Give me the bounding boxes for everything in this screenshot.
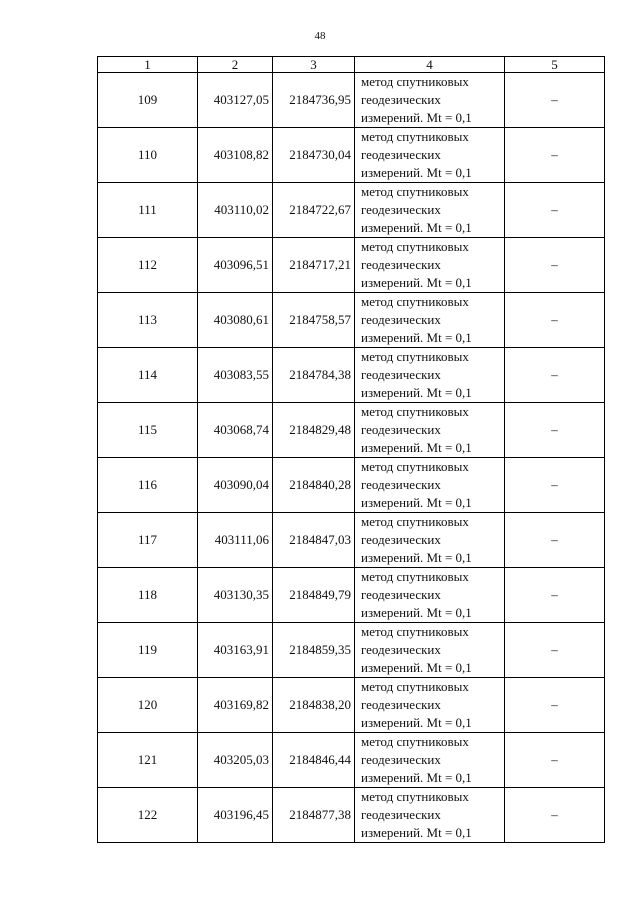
method-line-2: геодезических <box>361 532 441 547</box>
point-number: 116 <box>98 458 198 513</box>
method-line-3: измерений. Mt = 0,1 <box>361 550 472 565</box>
column-5-value: – <box>505 458 605 513</box>
table-row <box>98 183 605 238</box>
coordinates-table <box>97 56 605 843</box>
coordinate-x: 403169,82 <box>198 678 273 733</box>
coordinate-y: 2184717,21 <box>273 238 355 293</box>
coordinate-x: 403196,45 <box>198 788 273 843</box>
column-5-value: – <box>505 348 605 403</box>
table-row <box>98 348 605 403</box>
column-header-1: 1 <box>98 57 198 73</box>
method-cell <box>355 73 505 128</box>
column-5-value: – <box>505 623 605 678</box>
method-cell <box>355 678 505 733</box>
method-line-2: геодезических <box>361 642 441 657</box>
coordinate-x: 403090,04 <box>198 458 273 513</box>
coordinate-y: 2184758,57 <box>273 293 355 348</box>
method-line-3: измерений. Mt = 0,1 <box>361 660 472 675</box>
method-line-3: измерений. Mt = 0,1 <box>361 220 472 235</box>
method-line-3: измерений. Mt = 0,1 <box>361 605 472 620</box>
method-line-1: метод спутниковых <box>361 294 469 309</box>
point-number: 115 <box>98 403 198 458</box>
method-line-1: метод спутниковых <box>361 679 469 694</box>
column-5-value: – <box>505 293 605 348</box>
column-header-4: 4 <box>355 57 505 73</box>
point-number: 121 <box>98 733 198 788</box>
coordinate-x: 403110,02 <box>198 183 273 238</box>
method-line-1: метод спутниковых <box>361 569 469 584</box>
point-number: 122 <box>98 788 198 843</box>
table-row <box>98 788 605 843</box>
method-line-2: геодезических <box>361 477 441 492</box>
table-row <box>98 733 605 788</box>
method-cell <box>355 348 505 403</box>
coordinate-x: 403068,74 <box>198 403 273 458</box>
column-header-2: 2 <box>198 57 273 73</box>
method-line-3: измерений. Mt = 0,1 <box>361 825 472 840</box>
column-header-5: 5 <box>505 57 605 73</box>
method-cell <box>355 403 505 458</box>
point-number: 110 <box>98 128 198 183</box>
table-row <box>98 513 605 568</box>
table-row <box>98 73 605 128</box>
method-line-3: измерений. Mt = 0,1 <box>361 440 472 455</box>
coordinate-y: 2184730,04 <box>273 128 355 183</box>
coordinate-y: 2184846,44 <box>273 733 355 788</box>
method-line-2: геодезических <box>361 807 441 822</box>
coordinate-y: 2184847,03 <box>273 513 355 568</box>
point-number: 112 <box>98 238 198 293</box>
method-line-2: геодезических <box>361 422 441 437</box>
method-line-1: метод спутниковых <box>361 734 469 749</box>
point-number: 118 <box>98 568 198 623</box>
method-line-1: метод спутниковых <box>361 129 469 144</box>
method-line-2: геодезических <box>361 147 441 162</box>
column-5-value: – <box>505 678 605 733</box>
method-line-1: метод спутниковых <box>361 184 469 199</box>
method-line-1: метод спутниковых <box>361 624 469 639</box>
coordinate-y: 2184722,67 <box>273 183 355 238</box>
method-line-1: метод спутниковых <box>361 349 469 364</box>
coordinate-y: 2184838,20 <box>273 678 355 733</box>
method-cell <box>355 183 505 238</box>
method-line-3: измерений. Mt = 0,1 <box>361 715 472 730</box>
method-line-2: геодезических <box>361 257 441 272</box>
coordinate-y: 2184784,38 <box>273 348 355 403</box>
point-number: 111 <box>98 183 198 238</box>
column-5-value: – <box>505 73 605 128</box>
method-cell <box>355 733 505 788</box>
point-number: 119 <box>98 623 198 678</box>
point-number: 117 <box>98 513 198 568</box>
method-cell <box>355 238 505 293</box>
point-number: 120 <box>98 678 198 733</box>
method-cell <box>355 128 505 183</box>
method-line-2: геодезических <box>361 202 441 217</box>
table-row <box>98 403 605 458</box>
table-row <box>98 128 605 183</box>
coordinate-x: 403108,82 <box>198 128 273 183</box>
method-line-2: геодезических <box>361 697 441 712</box>
method-cell <box>355 623 505 678</box>
method-line-1: метод спутниковых <box>361 514 469 529</box>
coordinate-x: 403096,51 <box>198 238 273 293</box>
method-line-3: измерений. Mt = 0,1 <box>361 385 472 400</box>
table-row <box>98 458 605 513</box>
column-5-value: – <box>505 238 605 293</box>
column-5-value: – <box>505 788 605 843</box>
method-cell <box>355 568 505 623</box>
table-row <box>98 568 605 623</box>
point-number: 114 <box>98 348 198 403</box>
method-line-3: измерений. Mt = 0,1 <box>361 770 472 785</box>
method-line-1: метод спутниковых <box>361 789 469 804</box>
method-cell <box>355 458 505 513</box>
method-line-2: геодезических <box>361 92 441 107</box>
coordinate-x: 403163,91 <box>198 623 273 678</box>
column-5-value: – <box>505 403 605 458</box>
coordinate-y: 2184877,38 <box>273 788 355 843</box>
column-5-value: – <box>505 183 605 238</box>
method-line-3: измерений. Mt = 0,1 <box>361 495 472 510</box>
method-line-2: геодезических <box>361 587 441 602</box>
method-line-2: геодезических <box>361 312 441 327</box>
table-row <box>98 678 605 733</box>
coordinate-y: 2184840,28 <box>273 458 355 513</box>
method-cell <box>355 788 505 843</box>
table-row <box>98 623 605 678</box>
method-line-2: геодезических <box>361 752 441 767</box>
coordinate-y: 2184736,95 <box>273 73 355 128</box>
coordinate-x: 403080,61 <box>198 293 273 348</box>
page-number: 48 <box>314 30 326 42</box>
method-cell <box>355 293 505 348</box>
coordinate-x: 403127,05 <box>198 73 273 128</box>
column-5-value: – <box>505 568 605 623</box>
coordinate-x: 403130,35 <box>198 568 273 623</box>
method-line-1: метод спутниковых <box>361 404 469 419</box>
method-line-3: измерений. Mt = 0,1 <box>361 275 472 290</box>
coordinate-x: 403111,06 <box>198 513 273 568</box>
table-row <box>98 293 605 348</box>
method-line-3: измерений. Mt = 0,1 <box>361 330 472 345</box>
column-5-value: – <box>505 733 605 788</box>
coordinate-x: 403205,03 <box>198 733 273 788</box>
method-line-3: измерений. Mt = 0,1 <box>361 110 472 125</box>
point-number: 113 <box>98 293 198 348</box>
table-row <box>98 238 605 293</box>
method-cell <box>355 513 505 568</box>
method-line-1: метод спутниковых <box>361 74 469 89</box>
column-5-value: – <box>505 513 605 568</box>
column-5-value: – <box>505 128 605 183</box>
method-line-2: геодезических <box>361 367 441 382</box>
method-line-3: измерений. Mt = 0,1 <box>361 165 472 180</box>
method-line-1: метод спутниковых <box>361 459 469 474</box>
method-line-1: метод спутниковых <box>361 239 469 254</box>
table-header-row <box>98 57 605 73</box>
coordinate-x: 403083,55 <box>198 348 273 403</box>
table-body <box>98 73 605 843</box>
coordinate-y: 2184829,48 <box>273 403 355 458</box>
coordinate-y: 2184859,35 <box>273 623 355 678</box>
coordinate-y: 2184849,79 <box>273 568 355 623</box>
point-number: 109 <box>98 73 198 128</box>
column-header-3: 3 <box>273 57 355 73</box>
